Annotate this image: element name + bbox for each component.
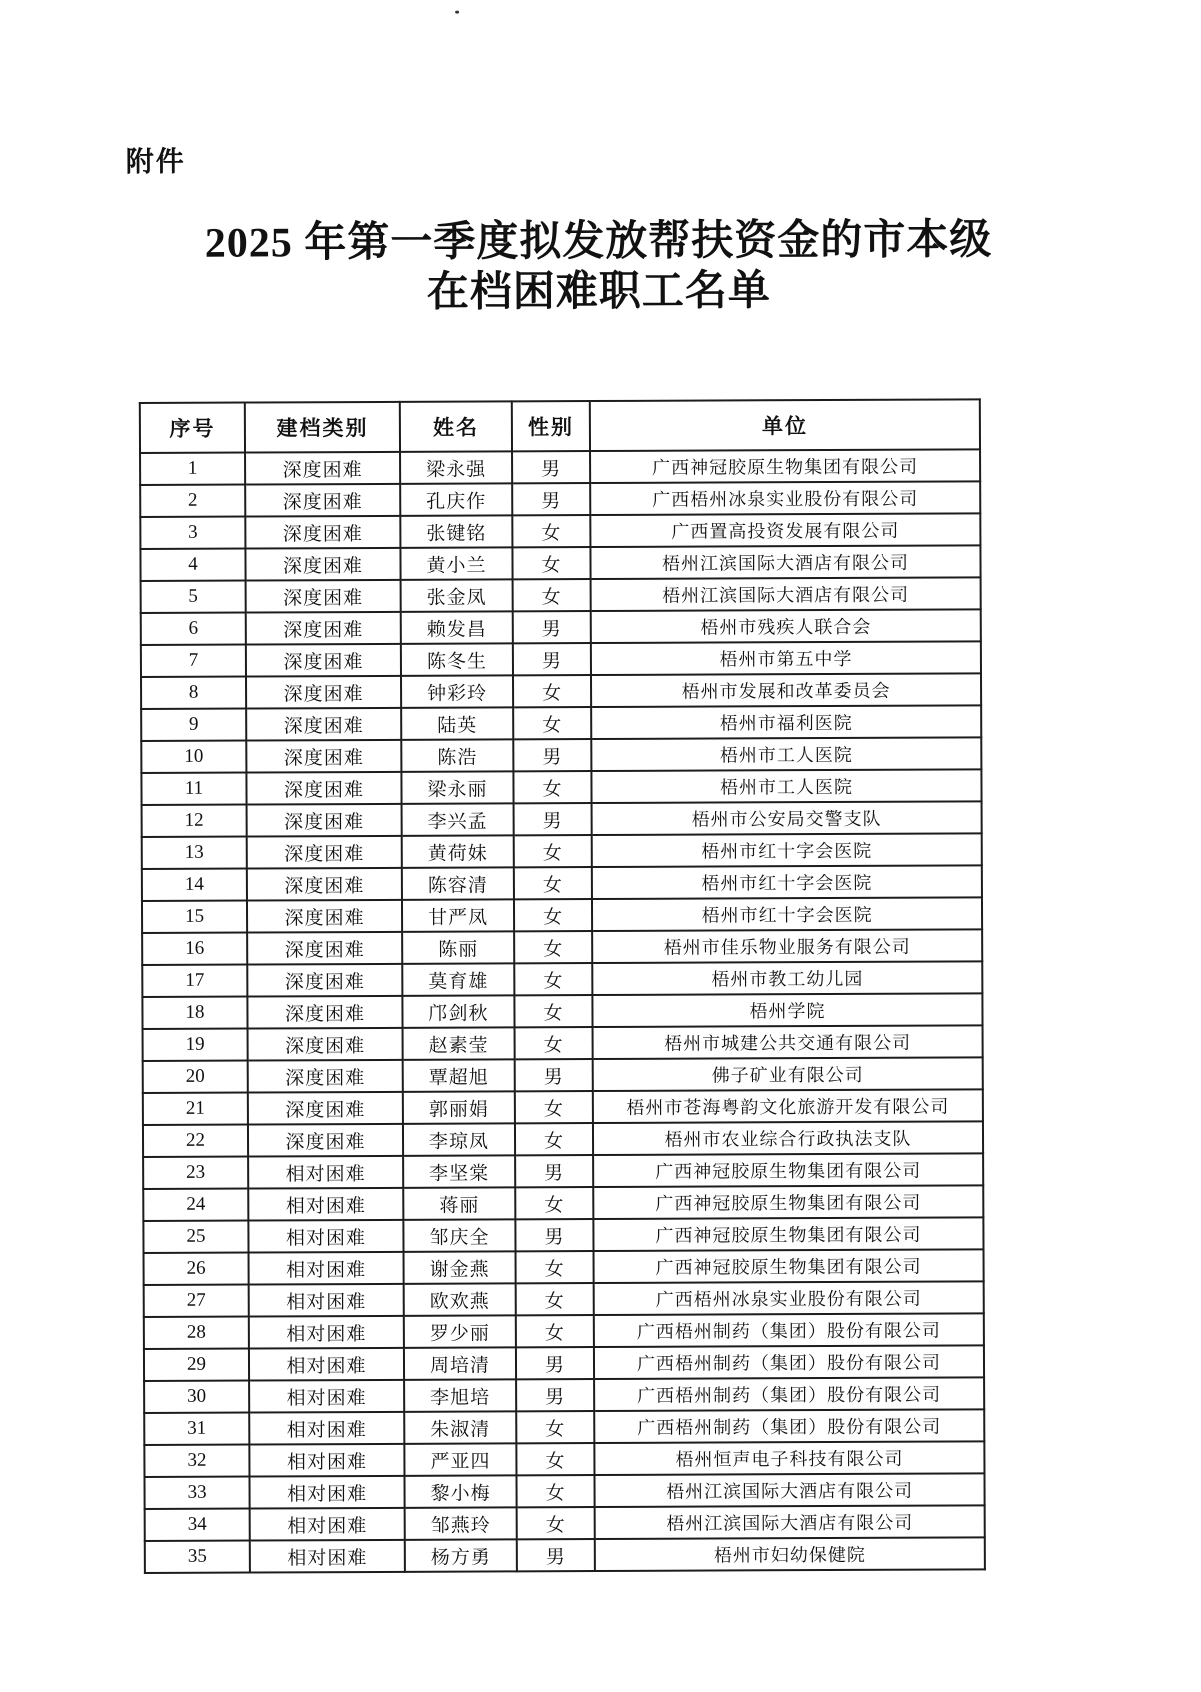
cell-category: 深度困难: [245, 516, 400, 549]
cell-serial: 20: [143, 1061, 248, 1093]
cell-serial: 15: [142, 901, 247, 933]
cell-category: 深度困难: [247, 932, 402, 965]
table-header-row: [140, 399, 980, 453]
table-row: [142, 961, 982, 997]
cell-serial: 11: [141, 773, 246, 805]
cell-serial: 27: [144, 1285, 249, 1317]
cell-category: 相对困难: [248, 1220, 403, 1253]
cell-gender: 女: [515, 1123, 593, 1155]
table-row: [144, 1313, 984, 1349]
cell-category: 深度困难: [246, 708, 401, 741]
table-row: [140, 545, 980, 581]
cell-unit: 广西神冠胶原生物集团有限公司: [590, 449, 980, 483]
cell-gender: 女: [514, 867, 592, 899]
cell-unit: 梧州市城建公共交通有限公司: [593, 1025, 983, 1059]
cell-serial: 32: [144, 1445, 249, 1477]
cell-unit: 梧州市教工幼儿园: [592, 961, 982, 995]
table-row: [141, 641, 981, 677]
cell-serial: 26: [144, 1253, 249, 1285]
cell-category: 相对困难: [249, 1412, 404, 1445]
table-row: [141, 705, 981, 741]
cell-category: 相对困难: [250, 1540, 405, 1573]
cell-serial: 29: [144, 1349, 249, 1381]
cell-gender: 女: [513, 579, 591, 611]
cell-category: 相对困难: [249, 1444, 404, 1477]
cell-name: 朱淑清: [404, 1411, 516, 1443]
cell-serial: 31: [144, 1413, 249, 1445]
cell-gender: 女: [512, 515, 590, 547]
cell-unit: 广西神冠胶原生物集团有限公司: [594, 1249, 984, 1283]
table-row: [143, 1121, 983, 1157]
cell-name: 李旭培: [404, 1379, 516, 1411]
table-row: [141, 673, 981, 709]
table-row: [144, 1249, 984, 1285]
page-title-line-2: 在档困难职工名单: [426, 267, 771, 316]
cell-unit: 梧州江滨国际大酒店有限公司: [595, 1505, 985, 1539]
cell-unit: 梧州市工人医院: [591, 737, 981, 771]
cell-name: 蒋丽: [403, 1187, 515, 1219]
cell-serial: 7: [141, 645, 246, 677]
cell-unit: 梧州市红十字会医院: [592, 833, 982, 867]
cell-category: 深度困难: [248, 1092, 403, 1125]
column-header-serial: 序号: [140, 403, 245, 453]
cell-gender: 男: [513, 739, 591, 771]
cell-unit: 广西神冠胶原生物集团有限公司: [593, 1185, 983, 1219]
cell-gender: 女: [513, 771, 591, 803]
cell-unit: 广西置高投资发展有限公司: [590, 513, 980, 547]
cell-name: 陈容清: [402, 867, 514, 899]
table-row: [143, 1185, 983, 1221]
cell-name: 李兴孟: [402, 803, 514, 835]
cell-serial: 17: [142, 965, 247, 997]
cell-name: 赵素莹: [403, 1027, 515, 1059]
cell-serial: 24: [143, 1189, 248, 1221]
cell-category: 深度困难: [248, 1124, 403, 1157]
table-row: [142, 897, 982, 933]
cell-name: 欧欢燕: [404, 1283, 516, 1315]
cell-serial: 30: [144, 1381, 249, 1413]
cell-unit: 梧州市公安局交警支队: [592, 801, 982, 835]
cell-gender: 男: [515, 1219, 593, 1251]
cell-category: 深度困难: [248, 1060, 403, 1093]
cell-gender: 女: [516, 1443, 594, 1475]
cell-gender: 男: [513, 643, 591, 675]
cell-category: 深度困难: [245, 484, 400, 517]
cell-serial: 14: [142, 869, 247, 901]
cell-name: 陆英: [401, 707, 513, 739]
cell-serial: 6: [141, 613, 246, 645]
cell-gender: 男: [512, 483, 590, 515]
cell-category: 相对困难: [248, 1188, 403, 1221]
column-header-unit: 单位: [590, 399, 980, 451]
table-row: [143, 1025, 983, 1061]
cell-unit: 梧州市第五中学: [591, 641, 981, 675]
cell-unit: 梧州恒声电子科技有限公司: [594, 1441, 984, 1475]
cell-name: 李琼凤: [403, 1123, 515, 1155]
column-header-name: 姓名: [400, 401, 512, 451]
cell-gender: 女: [514, 899, 592, 931]
cell-unit: 梧州市红十字会医院: [592, 865, 982, 899]
cell-unit: 梧州江滨国际大酒店有限公司: [594, 1473, 984, 1507]
cell-category: 深度困难: [247, 996, 402, 1029]
cell-name: 黄荷妹: [402, 835, 514, 867]
cell-name: 黄小兰: [400, 547, 512, 579]
table-row: [140, 481, 980, 517]
cell-name: 陈丽: [402, 931, 514, 963]
table-row: [141, 577, 981, 613]
page-title-line-1: 2025 年第一季度拟发放帮扶资金的市本级: [204, 217, 993, 267]
cell-unit: 广西神冠胶原生物集团有限公司: [593, 1153, 983, 1187]
cell-gender: 女: [514, 835, 592, 867]
table-row: [144, 1441, 984, 1477]
cell-category: 相对困难: [248, 1156, 403, 1189]
cell-serial: 1: [140, 453, 245, 485]
cell-serial: 2: [140, 485, 245, 517]
cell-category: 深度困难: [246, 580, 401, 613]
table-row: [143, 1153, 983, 1189]
cell-unit: 梧州市发展和改革委员会: [591, 673, 981, 707]
cell-category: 相对困难: [249, 1284, 404, 1317]
table-row: [144, 1345, 984, 1381]
cell-name: 梁永强: [400, 451, 512, 483]
cell-category: 深度困难: [246, 740, 401, 773]
table-row: [144, 1281, 984, 1317]
cell-category: 深度困难: [246, 772, 401, 805]
cell-name: 严亚四: [404, 1443, 516, 1475]
table-row: [141, 737, 981, 773]
attachment-label: 附件: [125, 146, 186, 179]
cell-gender: 男: [517, 1539, 595, 1571]
cell-name: 赖发昌: [401, 611, 513, 643]
cell-serial: 13: [142, 837, 247, 869]
page-title: [0, 215, 1199, 319]
cell-gender: 女: [516, 1283, 594, 1315]
table-row: [145, 1537, 985, 1573]
cell-gender: 女: [514, 995, 592, 1027]
cell-name: 李坚棠: [403, 1155, 515, 1187]
cell-name: 莫育雄: [402, 963, 514, 995]
cell-serial: 4: [140, 549, 245, 581]
cell-gender: 女: [516, 1475, 594, 1507]
cell-unit: 佛子矿业有限公司: [593, 1057, 983, 1091]
cell-name: 邹庆全: [403, 1219, 515, 1251]
cell-serial: 5: [141, 581, 246, 613]
cell-name: 谢金燕: [404, 1251, 516, 1283]
cell-category: 深度困难: [247, 836, 402, 869]
cell-name: 陈浩: [401, 739, 513, 771]
cell-category: 深度困难: [247, 804, 402, 837]
cell-name: 钟彩玲: [401, 675, 513, 707]
table-body: [140, 449, 985, 1573]
cell-gender: 女: [516, 1411, 594, 1443]
cell-name: 张金凤: [401, 579, 513, 611]
cell-serial: 35: [145, 1541, 250, 1573]
cell-category: 深度困难: [247, 964, 402, 997]
cell-name: 周培清: [404, 1347, 516, 1379]
table-row: [144, 1409, 984, 1445]
cell-gender: 男: [515, 1155, 593, 1187]
cell-gender: 男: [516, 1379, 594, 1411]
cell-gender: 男: [516, 1347, 594, 1379]
cell-unit: 梧州市残疾人联合会: [591, 609, 981, 643]
cell-serial: 3: [140, 517, 245, 549]
cell-category: 深度困难: [246, 612, 401, 645]
cell-serial: 22: [143, 1125, 248, 1157]
cell-gender: 男: [515, 1059, 593, 1091]
cell-serial: 8: [141, 677, 246, 709]
cell-unit: 广西神冠胶原生物集团有限公司: [593, 1217, 983, 1251]
table-row: [142, 993, 982, 1029]
cell-unit: 广西梧州冰泉实业股份有限公司: [590, 481, 980, 515]
cell-gender: 女: [515, 1027, 593, 1059]
cell-unit: 广西梧州制药（集团）股份有限公司: [594, 1409, 984, 1443]
cell-name: 覃超旭: [403, 1059, 515, 1091]
cell-serial: 18: [142, 997, 247, 1029]
cell-category: 深度困难: [248, 1028, 403, 1061]
table-header: [140, 399, 980, 453]
cell-name: 陈冬生: [401, 643, 513, 675]
cell-category: 深度困难: [246, 644, 401, 677]
cell-unit: 梧州江滨国际大酒店有限公司: [590, 545, 980, 579]
cell-serial: 25: [143, 1221, 248, 1253]
cell-name: 梁永丽: [401, 771, 513, 803]
cell-serial: 28: [144, 1317, 249, 1349]
cell-gender: 男: [514, 803, 592, 835]
cell-name: 甘严凤: [402, 899, 514, 931]
cell-gender: 女: [513, 707, 591, 739]
cell-unit: 广西梧州制药（集团）股份有限公司: [594, 1313, 984, 1347]
cell-category: 深度困难: [247, 900, 402, 933]
cell-category: 相对困难: [249, 1476, 404, 1509]
table-row: [143, 1217, 983, 1253]
cell-serial: 9: [141, 709, 246, 741]
cell-serial: 23: [143, 1157, 248, 1189]
table-row: [141, 609, 981, 645]
table-row: [142, 833, 982, 869]
cell-gender: 女: [514, 963, 592, 995]
table-row: [145, 1505, 985, 1541]
cell-name: 罗少丽: [404, 1315, 516, 1347]
table-row: [144, 1377, 984, 1413]
cell-serial: 10: [141, 741, 246, 773]
table-row: [142, 801, 982, 837]
cell-unit: 梧州市工人医院: [591, 769, 981, 803]
table-row: [143, 1057, 983, 1093]
cell-gender: 男: [512, 451, 590, 483]
cell-gender: 女: [514, 931, 592, 963]
cell-gender: 女: [516, 1315, 594, 1347]
cell-unit: 广西梧州冰泉实业股份有限公司: [594, 1281, 984, 1315]
cell-serial: 21: [143, 1093, 248, 1125]
cell-name: 黎小梅: [404, 1475, 516, 1507]
cell-category: 深度困难: [246, 676, 401, 709]
table-row: [142, 865, 982, 901]
cell-name: 邝剑秋: [402, 995, 514, 1027]
cell-name: 张键铭: [400, 515, 512, 547]
cell-serial: 19: [143, 1029, 248, 1061]
cell-name: 孔庆作: [400, 483, 512, 515]
scan-speck: [455, 11, 459, 14]
cell-gender: 男: [513, 611, 591, 643]
table-row: [140, 513, 980, 549]
table-row: [141, 769, 981, 805]
table-row: [142, 929, 982, 965]
cell-category: 相对困难: [249, 1316, 404, 1349]
cell-gender: 女: [512, 547, 590, 579]
cell-category: 相对困难: [249, 1348, 404, 1381]
cell-serial: 12: [142, 805, 247, 837]
cell-unit: 梧州市妇幼保健院: [595, 1537, 985, 1571]
cell-gender: 女: [515, 1187, 593, 1219]
cell-unit: 梧州江滨国际大酒店有限公司: [591, 577, 981, 611]
cell-name: 邹燕玲: [405, 1507, 517, 1539]
cell-unit: 广西梧州制药（集团）股份有限公司: [594, 1377, 984, 1411]
cell-category: 相对困难: [249, 1380, 404, 1413]
table-row: [140, 449, 980, 485]
cell-unit: 梧州市福利医院: [591, 705, 981, 739]
cell-name: 郭丽娟: [403, 1091, 515, 1123]
cell-unit: 广西梧州制药（集团）股份有限公司: [594, 1345, 984, 1379]
cell-unit: 梧州市农业综合行政执法支队: [593, 1121, 983, 1155]
cell-serial: 16: [142, 933, 247, 965]
cell-category: 相对困难: [250, 1508, 405, 1541]
cell-gender: 女: [515, 1091, 593, 1123]
column-header-gender: 性别: [512, 401, 590, 451]
cell-category: 深度困难: [245, 548, 400, 581]
difficult-workers-table: [139, 398, 986, 1574]
table-row: [143, 1089, 983, 1125]
cell-gender: 女: [517, 1507, 595, 1539]
cell-unit: 梧州市红十字会医院: [592, 897, 982, 931]
cell-gender: 女: [516, 1251, 594, 1283]
table-row: [144, 1473, 984, 1509]
cell-unit: 梧州市苍海粤韵文化旅游开发有限公司: [593, 1089, 983, 1123]
cell-serial: 33: [144, 1477, 249, 1509]
cell-category: 相对困难: [249, 1252, 404, 1285]
cell-unit: 梧州市佳乐物业服务有限公司: [592, 929, 982, 963]
cell-serial: 34: [145, 1509, 250, 1541]
cell-category: 深度困难: [247, 868, 402, 901]
column-header-category: 建档类别: [245, 402, 400, 453]
cell-gender: 女: [513, 675, 591, 707]
cell-name: 杨方勇: [405, 1539, 517, 1571]
cell-category: 深度困难: [245, 452, 400, 485]
cell-unit: 梧州学院: [592, 993, 982, 1027]
